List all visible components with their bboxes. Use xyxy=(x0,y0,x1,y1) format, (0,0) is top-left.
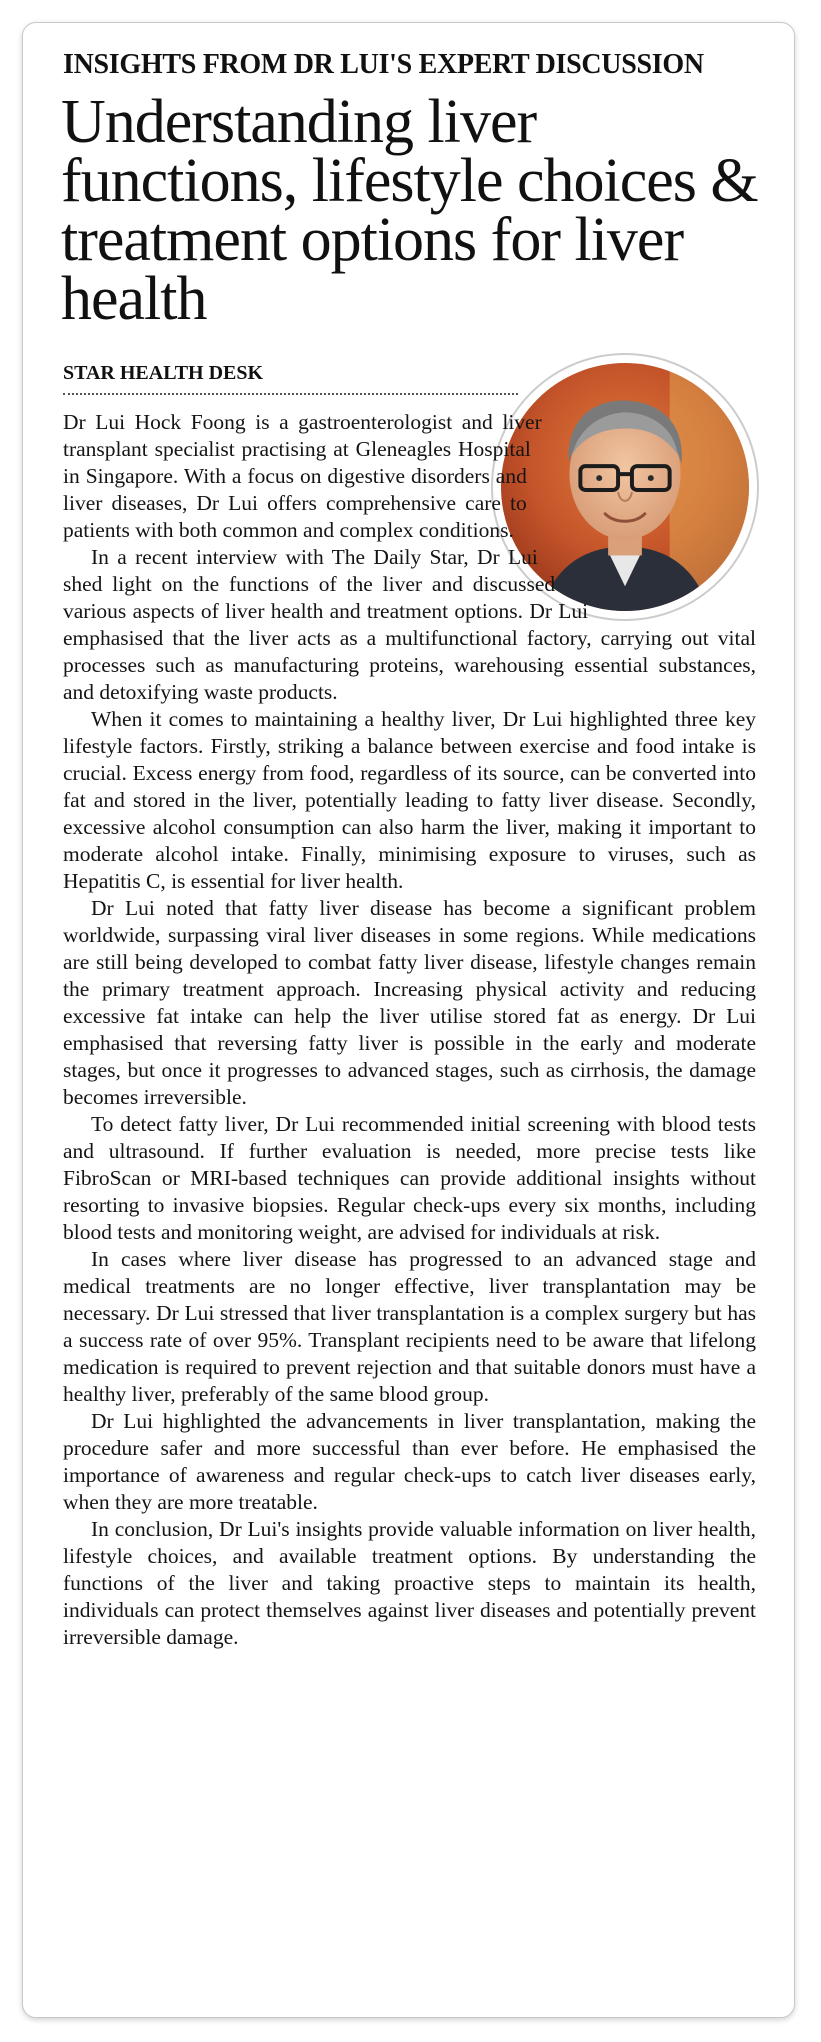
article-body xyxy=(63,409,756,1651)
article-card xyxy=(22,22,795,2018)
article-kicker: INSIGHTS FROM DR LUI'S EXPERT DISCUSSION xyxy=(63,49,704,80)
article-paragraph: When it comes to maintaining a healthy liver, Dr Lui highlighted three key lifestyle factors. Firstly, striking a balance between exercise and food intake is crucial. Excess energy from food, regardless of its source, can be converted into fat and stored in the liver, potentially leading to fatty liver disease. Secondly, excessive alcohol consumption can also harm the liver, making it important to moderate alcohol intake. Finally, minimising exposure to viruses, such as Hepatitis C, is essential for liver health. xyxy=(63,707,756,893)
article-paragraph: In conclusion, Dr Lui's insights provide valuable information on liver health, lifestyle choices, and available treatment options. By understanding the functions of the liver and taking proactive steps to maintain its health, individuals can protect themselves against liver diseases and potentially prevent irreversible damage. xyxy=(63,1517,756,1649)
article-headline: Understanding liver functions, lifestyle choices & treatment options for liver health xyxy=(61,88,758,333)
article-paragraph: Dr Lui highlighted the advancements in liver transplantation, making the procedure safer and more successful than ever before. He emphasised the importance of awareness and regular check-ups to catch liver diseases early, when they are more treatable. xyxy=(63,1409,756,1514)
byline-divider xyxy=(63,393,518,395)
article-paragraph: In a recent interview with The Daily Star, Dr Lui shed light on the functions of the liver and discussed various aspects of liver health and treatment options. Dr Lui emphasised that the liver acts as a multifunctional factory, carrying out vital processes such as manufacturing proteins, warehousing essential substances, and detoxifying waste products. xyxy=(63,545,756,704)
article-paragraph: Dr Lui noted that fatty liver disease has become a significant problem worldwide, surpassing viral liver diseases in some regions. While medications are still being developed to combat fatty liver disease, lifestyle changes remain the primary treatment approach. Increasing physical activity and reducing excessive fat intake can help the liver utilise stored fat as energy. Dr Lui emphasised that reversing fatty liver is possible in the early and moderate stages, but once it progresses to advanced stages, such as cirrhosis, the damage becomes irreversible. xyxy=(63,896,756,1109)
article-byline: STAR HEALTH DESK xyxy=(63,362,264,384)
article-paragraph: To detect fatty liver, Dr Lui recommended initial screening with blood tests and ultrasound. If further evaluation is needed, more precise tests like FibroScan or MRI-based techniques can provide additional insights without resorting to invasive biopsies. Regular check-ups every six months, including blood tests and monitoring weight, are advised for individuals at risk. xyxy=(63,1112,756,1244)
article-paragraph: Dr Lui Hock Foong is a gastroenterologist and liver transplant specialist practising at Gleneagles Hospital in Singapore. With a focus on digestive disorders and liver diseases, Dr Lui offers comprehensive care to patients with both common and complex conditions. xyxy=(63,410,542,542)
article-paragraph: In cases where liver disease has progressed to an advanced stage and medical treatments are no longer effective, liver transplantation may be necessary. Dr Lui stressed that liver transplantation is a complex surgery but has a success rate of over 95%. Transplant recipients need to be aware that lifelong medication is required to prevent rejection and that suitable donors must have a healthy liver, preferably of the same blood group. xyxy=(63,1247,756,1406)
